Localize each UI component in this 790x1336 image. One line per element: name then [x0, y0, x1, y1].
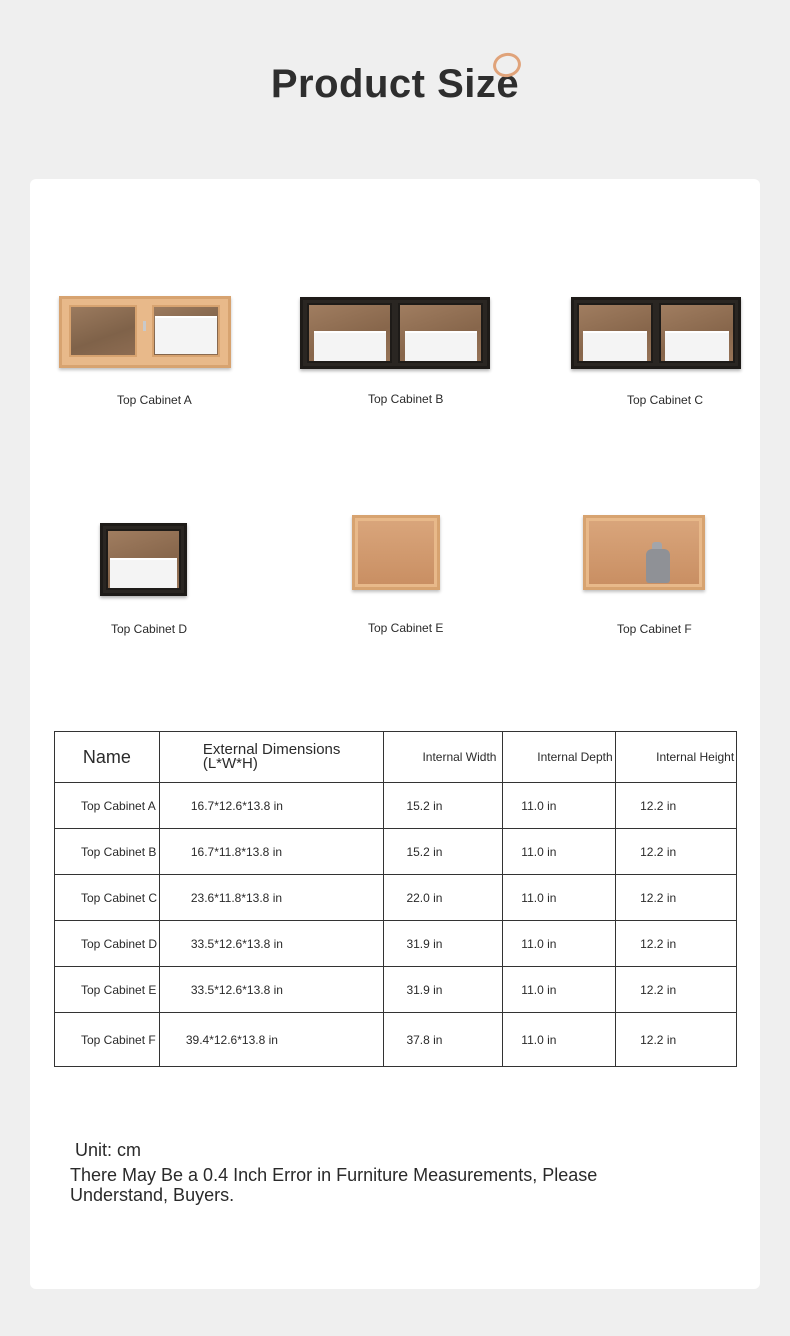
cell-external: 39.4*12.6*13.8 in [159, 1013, 384, 1067]
cell-width: 37.8 in [384, 1013, 503, 1067]
cabinet-f-label: Top Cabinet F [617, 622, 692, 636]
header-internal-depth: Internal Depth [503, 732, 616, 783]
cabinet-d-label: Top Cabinet D [111, 622, 188, 636]
cabinet-d-image [100, 523, 187, 596]
cell-external: 16.7*11.8*13.8 in [159, 829, 384, 875]
cell-external: 23.6*11.8*13.8 in [159, 875, 384, 921]
cell-depth: 11.0 in [503, 875, 616, 921]
cell-height: 12.2 in [616, 875, 737, 921]
cabinet-a-label: Top Cabinet A [117, 393, 192, 407]
cabinet-e-label: Top Cabinet E [368, 621, 444, 635]
dimensions-table [54, 731, 737, 1067]
cell-name: Top Cabinet C [55, 875, 160, 921]
header-internal-width: Internal Width [384, 732, 503, 783]
cell-height: 12.2 in [616, 1013, 737, 1067]
cell-name: Top Cabinet E [55, 967, 160, 1013]
cabinet-f-image [583, 515, 705, 590]
cell-name: Top Cabinet A [55, 783, 160, 829]
cell-external: 16.7*12.6*13.8 in [159, 783, 384, 829]
cell-depth: 11.0 in [503, 1013, 616, 1067]
cabinet-b-label: Top Cabinet B [368, 392, 444, 406]
cell-depth: 11.0 in [503, 921, 616, 967]
header-name: Name [55, 732, 160, 783]
cell-width: 15.2 in [384, 783, 503, 829]
table-row [55, 921, 737, 967]
cell-height: 12.2 in [616, 829, 737, 875]
cell-height: 12.2 in [616, 921, 737, 967]
cell-depth: 11.0 in [503, 967, 616, 1013]
cabinet-b-image [300, 297, 490, 369]
table-row [55, 783, 737, 829]
cell-external: 33.5*12.6*13.8 in [159, 967, 384, 1013]
cell-width: 31.9 in [384, 921, 503, 967]
cell-depth: 11.0 in [503, 783, 616, 829]
table-row [55, 1013, 737, 1067]
table-row [55, 829, 737, 875]
cell-width: 31.9 in [384, 967, 503, 1013]
cell-name: Top Cabinet D [55, 921, 160, 967]
header-internal-height: Internal Height [616, 732, 737, 783]
unit-label: Unit: cm [75, 1140, 142, 1160]
header-external-dimensions: External Dimensions (L*W*H) [159, 732, 384, 783]
cabinet-a-image [59, 296, 231, 368]
cabinet-c-image [571, 297, 741, 369]
measurement-note: There May Be a 0.4 Inch Error in Furniture Measurements, Please Understand, Buyers. [70, 1165, 598, 1205]
cell-depth: 11.0 in [503, 829, 616, 875]
cabinet-e-image [352, 515, 440, 590]
cell-external: 33.5*12.6*13.8 in [159, 921, 384, 967]
cell-name: Top Cabinet F [55, 1013, 160, 1067]
cell-height: 12.2 in [616, 783, 737, 829]
table-header-row [55, 732, 737, 783]
cabinet-c-label: Top Cabinet C [627, 393, 704, 407]
cell-height: 12.2 in [616, 967, 737, 1013]
cell-name: Top Cabinet B [55, 829, 160, 875]
cell-width: 22.0 in [384, 875, 503, 921]
page-title: Product Size [270, 62, 520, 106]
table-row [55, 875, 737, 921]
table-row [55, 967, 737, 1013]
cell-width: 15.2 in [384, 829, 503, 875]
